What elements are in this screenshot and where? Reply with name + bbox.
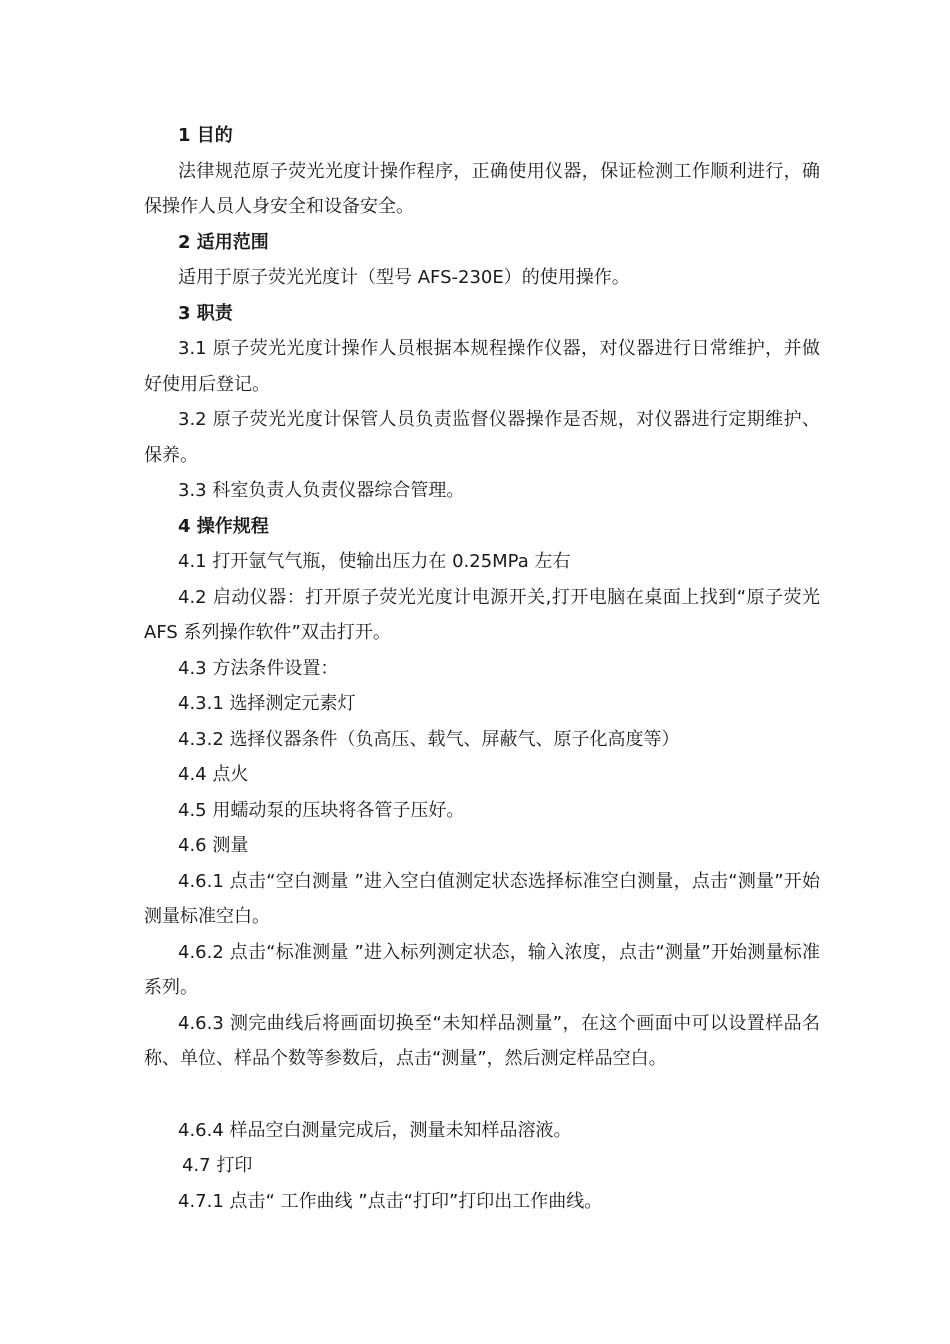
paragraph-4-3: 4.3 方法条件设置： <box>178 657 339 679</box>
paragraph-4-3-1: 4.3.1 选择测定元素灯 <box>178 693 356 714</box>
paragraph-4-6-1: 4.6.1 点击“空白测量 ”进入空白值测定状态选择标准空白测量，点击“测量”开始测量标准空白。 <box>144 870 820 927</box>
scope-paragraph: 适用于原子荧光光度计（型号 AFS-230E）的使用操作。 <box>178 267 630 288</box>
paragraph-3-1: 3.1 原子荧光光度计操作人员根据本规程操作仪器，对仪器进行日常维护，并做好使用后登记。 <box>144 338 820 395</box>
paragraph-4-2: 4.2 启动仪器：打开原子荧光光度计电源开关,打开电脑在桌面上找到“原子荧光 AFS 系列操作软件”双击打开。 <box>144 586 820 643</box>
section-heading-procedure: 4 操作规程 <box>178 515 269 537</box>
paragraph-4-1: 4.1 打开氩气气瓶，使输出压力在 0.25MPa 左右 <box>178 551 571 572</box>
paragraph-4-7: 4.7 打印 <box>182 1155 253 1176</box>
document-body <box>144 118 820 1219</box>
paragraph-4-3-2: 4.3.2 选择仪器条件（负高压、载气、屏蔽气、原子化高度等） <box>178 728 680 750</box>
paragraph-4-5: 4.5 用蠕动泵的压块将各管子压好。 <box>178 799 465 821</box>
paragraph-3-3: 3.3 科室负责人负责仪器综合管理。 <box>178 480 465 501</box>
purpose-paragraph: 法律规范原子荧光光度计操作程序，正确使用仪器，保证检测工作顺利进行，确保操作人员人身安全和设备安全。 <box>144 160 820 217</box>
paragraph-4-4: 4.4 点火 <box>178 764 249 785</box>
paragraph-3-2: 3.2 原子荧光光度计保管人员负责监督仪器操作是否规，对仪器进行定期维护、保养。 <box>144 409 820 466</box>
paragraph-4-6-4: 4.6.4 样品空白测量完成后，测量未知样品溶液。 <box>178 1119 572 1141</box>
section-heading-scope: 2 适用范围 <box>178 231 269 253</box>
paragraph-4-6-2: 4.6.2 点击“标准测量 ”进入标列测定状态，输入浓度，点击“测量”开始测量标准系列。 <box>144 941 820 998</box>
paragraph-4-6-3: 4.6.3 测完曲线后将画面切换至“未知样品测量”，在这个画面中可以设置样品名称、单位、样品个数等参数后，点击“测量”，然后测定样品空白。 <box>144 1012 820 1069</box>
paragraph-4-7-1: 4.7.1 点击“ 工作曲线 ”点击“打印”打印出工作曲线。 <box>178 1190 603 1212</box>
paragraph-4-6: 4.6 测量 <box>178 835 249 856</box>
paragraph-spacer <box>144 1077 820 1113</box>
section-heading-purpose: 1 目的 <box>178 125 233 146</box>
section-heading-responsibilities: 3 职责 <box>178 302 233 324</box>
